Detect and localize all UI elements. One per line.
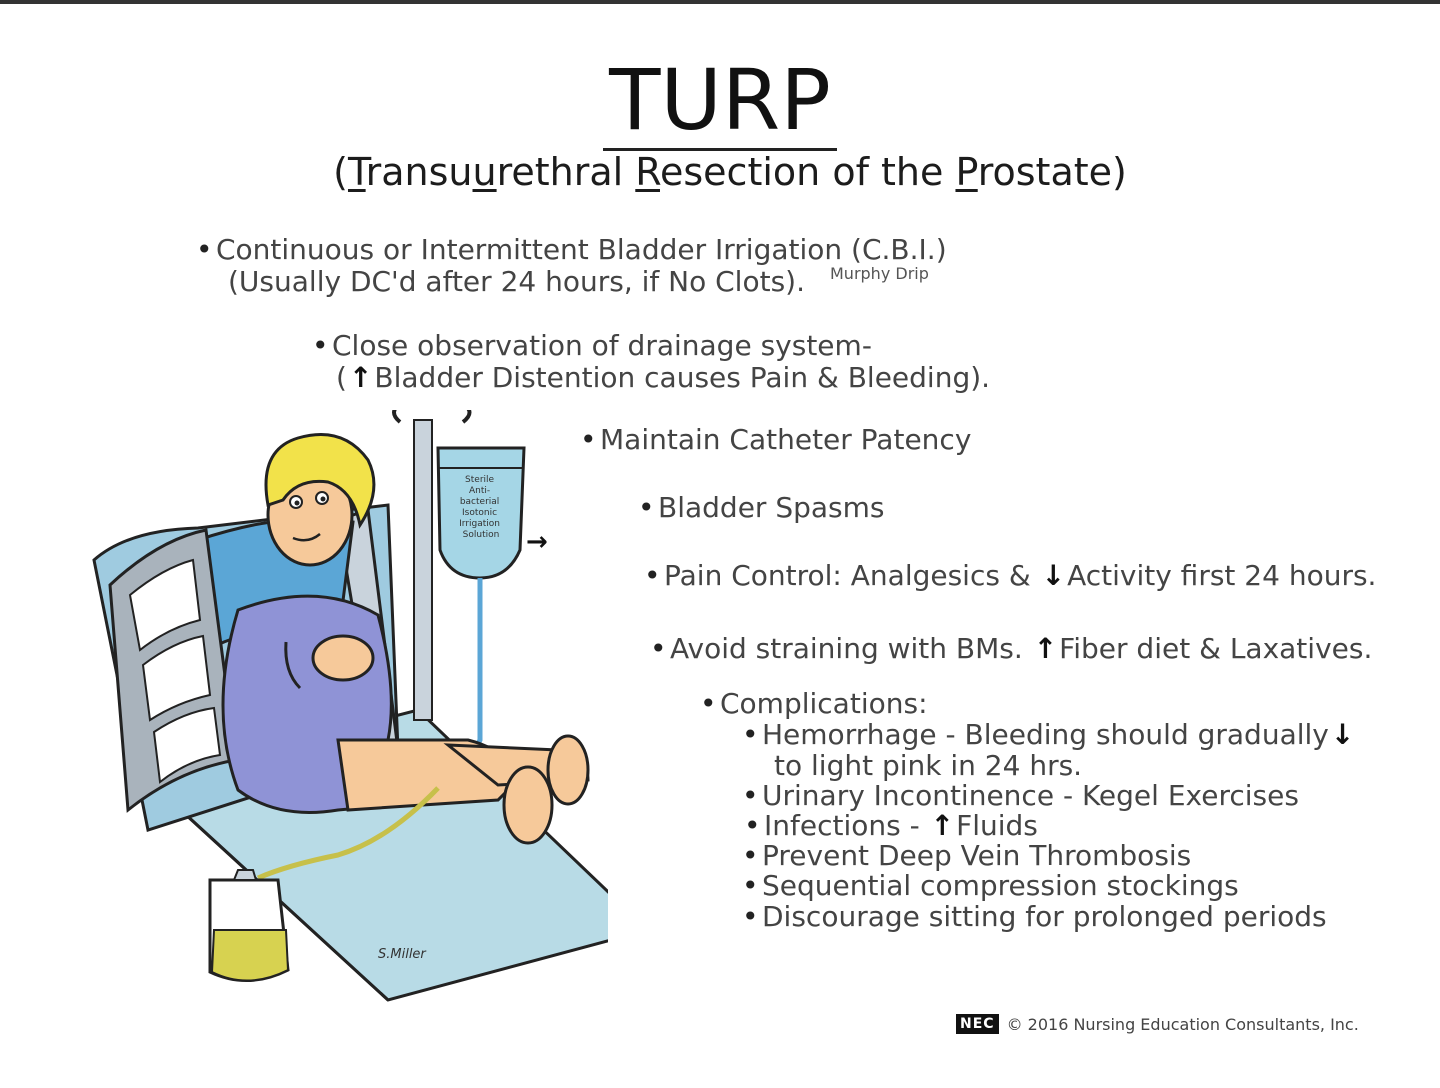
complication-sitting: • Discourage sitting for prolonged periods <box>762 903 1327 931</box>
bullet-straining: • Avoid straining with BMs. ↑Fiber diet & Laxatives. <box>670 635 1372 663</box>
artist-signature: S.Miller <box>378 947 426 962</box>
copyright-text: © 2016 Nursing Education Consultants, Inc. <box>1006 1014 1359 1034</box>
bullet-complications: • Complications: <box>720 690 928 718</box>
drainage-bag <box>210 870 288 981</box>
patient-illustration <box>88 410 608 1010</box>
bullet-cbi: • Continuous or Intermittent Bladder Irrigation (C.B.I.) <box>216 236 947 264</box>
complication-infections: • Infections - ↑Fluids <box>764 812 1038 840</box>
bullet-drainage: • Close observation of drainage system- <box>332 332 872 360</box>
top-border <box>0 0 1440 4</box>
bullet-patency: • Maintain Catheter Patency <box>600 426 971 454</box>
bullet-spasms: • Bladder Spasms <box>658 494 885 522</box>
right-arrow-icon: → <box>526 527 548 557</box>
up-arrow-icon: ↑ <box>930 809 955 842</box>
complication-hemorrhage-note: to light pink in 24 hrs. <box>774 749 1083 782</box>
nec-logo: NEC <box>956 1014 999 1034</box>
page-title: TURP <box>0 58 1440 151</box>
up-arrow-icon: ↑ <box>1033 632 1058 665</box>
patient-hands <box>313 636 373 680</box>
copyright-footer <box>956 1014 1359 1034</box>
bullet-cbi-note: (Usually DC'd after 24 hours, if No Clots). <box>228 265 805 298</box>
complication-incontinence: • Urinary Incontinence - Kegel Exercises <box>762 782 1299 810</box>
svg-text:Sterile Anti- bact: Sterile Anti- bacterial Isotonic Irrigation Solution <box>459 475 500 540</box>
complication-stockings: • Sequential compression stockings <box>762 872 1239 900</box>
bullet-drainage-note: (↑Bladder Distention causes Pain & Bleeding). <box>336 361 991 394</box>
complication-dvt: • Prevent Deep Vein Thrombosis <box>762 842 1191 870</box>
patient-foot <box>548 736 588 804</box>
murphy-drip-note: Murphy Drip <box>830 264 929 283</box>
irrigation-bag <box>438 448 548 578</box>
down-arrow-icon: ↓ <box>1041 559 1066 592</box>
patient-foot <box>504 767 552 843</box>
bullet-pain-control: • Pain Control: Analgesics & ↓Activity first 24 hours. <box>664 562 1376 590</box>
complication-hemorrhage: • Hemorrhage - Bleeding should gradually↓ <box>762 721 1356 749</box>
page-subtitle: (Transuurethral Resection of the Prostate) <box>333 150 1127 194</box>
down-arrow-icon: ↓ <box>1330 718 1355 751</box>
up-arrow-icon: ↑ <box>348 361 373 394</box>
